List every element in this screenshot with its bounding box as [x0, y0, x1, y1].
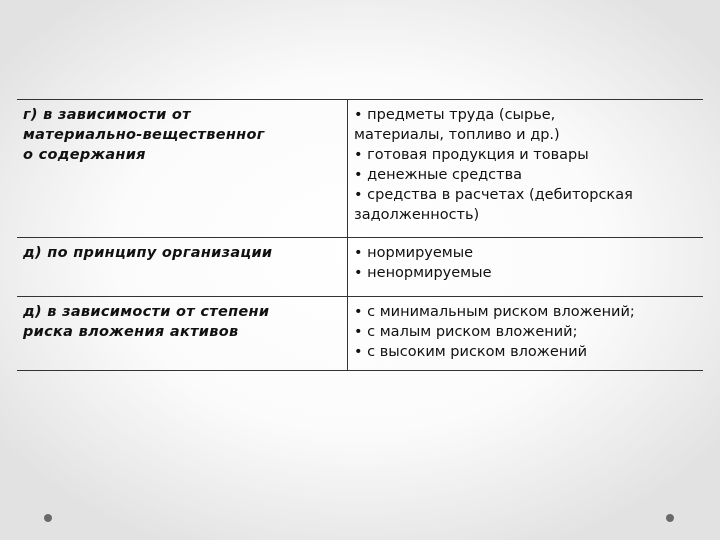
- criterion-text: д) по принципу организации: [23, 245, 273, 261]
- bullet-dot-decoration: [666, 514, 674, 522]
- list-item: • с высоким риском вложений: [354, 344, 588, 360]
- criterion-text: г) в зависимости от: [23, 107, 191, 123]
- criterion-cell: [17, 297, 348, 371]
- items-cell: [348, 238, 704, 297]
- list-item: • предметы труда (сырье,: [354, 107, 556, 123]
- bullet-dot-decoration: [44, 514, 52, 522]
- list-item: • с малым риском вложений;: [354, 324, 578, 340]
- criterion-text: материально-вещественног: [23, 127, 265, 143]
- list-item: задолженность): [354, 207, 480, 223]
- list-item: • денежные средства: [354, 167, 523, 183]
- criterion-cell: [17, 100, 348, 238]
- table-row: [17, 100, 703, 238]
- items-cell: [348, 100, 704, 238]
- list-item: • средства в расчетах (дебиторская: [354, 187, 633, 203]
- criterion-text: о содержания: [23, 147, 146, 163]
- items-cell: [348, 297, 704, 371]
- table-row: [17, 297, 703, 371]
- list-item: • нормируемые: [354, 245, 474, 261]
- list-item: • с минимальным риском вложений;: [354, 304, 635, 320]
- classification-table: [17, 99, 703, 371]
- list-item: • ненормируемые: [354, 265, 492, 281]
- list-item: • готовая продукция и товары: [354, 147, 589, 163]
- table-row: [17, 238, 703, 297]
- criterion-text: д) в зависимости от степени: [23, 304, 270, 320]
- criterion-text: риска вложения активов: [23, 324, 239, 340]
- criterion-cell: [17, 238, 348, 297]
- list-item: материалы, топливо и др.): [354, 127, 560, 143]
